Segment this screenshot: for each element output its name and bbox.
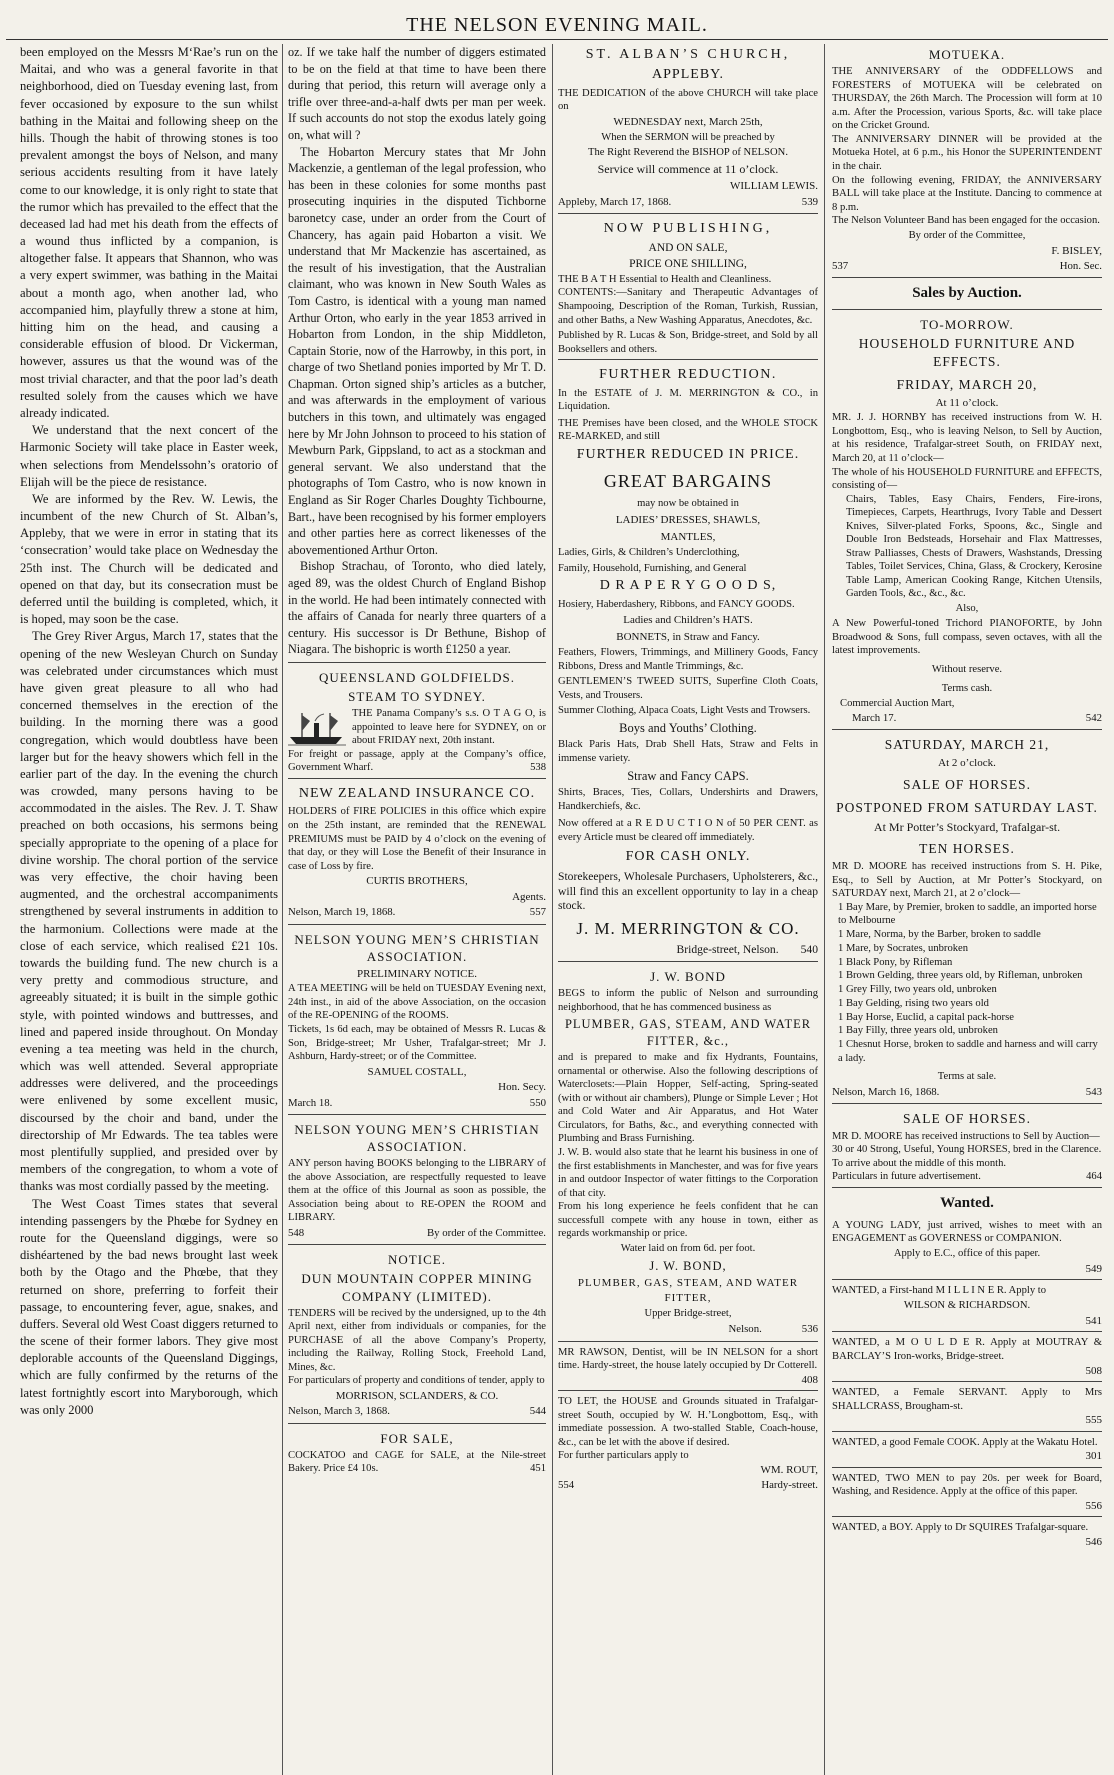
- ad-estate: In the ESTATE of J. M. MERRINGTON & CO., in Liquidation.: [558, 387, 818, 413]
- ad-number: 556: [1085, 1499, 1102, 1512]
- ad-signature: F. BISLEY,: [1051, 244, 1102, 257]
- ad-signature: WM. ROUT,: [760, 1463, 818, 1476]
- ad-cash-only: FOR CASH ONLY.: [625, 849, 751, 865]
- ad-reduced: FURTHER REDUCED IN PRICE.: [576, 446, 800, 462]
- ad-number: 555: [1085, 1414, 1102, 1427]
- ad-to-let: [558, 1390, 818, 1497]
- ad-number: 541: [1085, 1314, 1102, 1327]
- ad-date-row: Nelson. 536: [728, 1323, 818, 1336]
- ad-ymca-tea: [288, 924, 546, 1114]
- ad-storekeepers: Storekeepers, Wholesale Purchasers, Upholsterers, &c., will find this an excellent opportunity to lay in a cheap stock.: [558, 869, 818, 913]
- wanted-ad: [832, 1516, 1102, 1552]
- ad-body: TO LET, the HOUSE and Grounds situated in Trafalgar-street South, occupied by W. H.’Longbottom, Esq., with immediate possession. A two-stalled Stable, Coach-house, &c., can be let with the above if desired.: [558, 1396, 818, 1448]
- ad-sale-of-horses: [832, 729, 1102, 1103]
- ad-now-publishing: [558, 213, 818, 359]
- news-paragraph: We are informed by the Rev. W. Lewis, the incumbent of the new Church of St. Alban’s, Appleby, that we were in error in stating that its ‘consecration’ would take place on Wednesday the 25th inst. The Church will be dedicated and opened on that day, but its consecration must be deferred until the building is completed, which, it is hoped, may soon be the case.: [20, 491, 278, 627]
- ad-rawson: [558, 1341, 818, 1391]
- ad-subheading: AND ON SALE,: [648, 241, 728, 254]
- ad-footer: Published by R. Lucas & Son, Bridge-street, and Sold by all Booksellers and others.: [558, 330, 818, 355]
- column-rule: [282, 44, 283, 1775]
- ad-contents: CONTENTS:—Sanitary and Therapeutic Advantages of Shampooing, Description of the Roman, Turkish, Russian, and other Baths, a New Washing Apparatus, Anecdotes, &c.: [558, 287, 818, 326]
- horse-item: 1 Brown Gelding, three years old, by Rifleman, unbroken: [838, 970, 1083, 982]
- ad-heading: NOW PUBLISHING,: [603, 221, 773, 237]
- wanted-body: WANTED, a good Female COOK. Apply at the Wakatu Hotel.: [832, 1436, 1098, 1448]
- horse-item: 1 Chesnut Horse, broken to saddle and harness and will carry a lady.: [838, 1039, 1098, 1065]
- ad-tomorrow: TO-MORROW.: [920, 317, 1014, 333]
- ad-signature: J. W. BOND,: [649, 1258, 727, 1273]
- ad-number: 537: [832, 260, 849, 273]
- ad-signature-role: Agents.: [512, 890, 546, 903]
- ad-also: Also,: [955, 603, 979, 615]
- ad-number: 538: [530, 762, 546, 774]
- ad-heading: QUEENSLAND GOLDFIELDS.: [318, 669, 516, 685]
- horse-item: 1 Mare, by Socrates, unbroken: [838, 942, 969, 954]
- ad-mart: Commercial Auction Mart,: [840, 697, 955, 709]
- wanted-body-2: Apply to E.C., office of this paper.: [893, 1247, 1041, 1259]
- ad-line: Water laid on from 6d. per foot.: [620, 1242, 756, 1254]
- column-1: [20, 44, 278, 1775]
- ad-terms: Terms cash.: [941, 682, 993, 694]
- ad-time: At 2 o’clock.: [938, 757, 996, 770]
- ad-body: 30 or 40 Strong, Useful, Young HORSES, bred in the Clarence.: [832, 1144, 1102, 1156]
- merrington-item: BONNETS, in Straw and Fancy.: [616, 630, 760, 643]
- ad-body: On the following evening, FRIDAY, the ANNIVERSARY BALL will take place at the Institute. Dancing to commence at 8 p.m.: [832, 174, 1102, 213]
- ad-heading: ST. ALBAN’S CHURCH,: [585, 47, 791, 62]
- merrington-item: Family, Household, Furnishing, and General: [558, 562, 747, 574]
- ad-date-row: Nelson, March 16, 1868. 543: [832, 1085, 1102, 1098]
- ad-subheading: PRICE ONE SHILLING,: [629, 257, 747, 270]
- ad-body: Tickets, 1s 6d each, may be obtained of Messrs R. Lucas & Son, Bridge-street; Mr Usher, Trafalgar-street; Mr J. Ashburn, Hardy-street; or of the Committee.: [288, 1023, 546, 1063]
- horse-item: 1 Black Pony, by Rifleman: [838, 956, 953, 968]
- ad-signature: MORRISON, SCLANDERS, & CO.: [335, 1389, 499, 1402]
- ad-body: MR. J. J. HORNBY has received instructions from W. H. Longbottom, Esq., who is leaving Nelson, to Sell by Auction, at his residence, Trafalgar-street South, on FRIDAY next, March 20, at 11 o’clock—: [832, 412, 1102, 464]
- ad-queensland: [288, 662, 546, 778]
- ad-body: THE ANNIVERSARY of the ODDFELLOWS and FORESTERS of MOTUEKA will be celebrated on THURSDAY, the 26th March. The Procession will form at 10 a.m. After the Procession, various Sports, &c. will take place on the Cricket Ground.: [832, 66, 1102, 132]
- ad-signature: WILLIAM LEWIS.: [730, 180, 818, 193]
- ad-body: A TEA MEETING will be held on TUESDAY Evening next, 24th inst., in aid of the above Association, on the occasion of the RE-OPENING of the ROOMS.: [288, 983, 546, 1022]
- ad-subheading: STEAM TO SYDNEY.: [348, 689, 486, 705]
- ad-order: By order of the Committee,: [908, 229, 1026, 241]
- ad-line: Service will commence at 11 o’clock.: [597, 162, 779, 177]
- wanted-ad: [832, 1331, 1102, 1381]
- ad-number: 544: [529, 1405, 546, 1418]
- ad-number: 550: [529, 1096, 546, 1109]
- ad-body: To arrive about the middle of this month.: [832, 1157, 1007, 1169]
- ad-date-row: 548 By order of the Committee.: [288, 1226, 546, 1239]
- ad-merrington: [558, 359, 818, 961]
- ad-body: Particulars in future advertisement. 464: [832, 1171, 1102, 1183]
- wanted-body-2: WILSON & RICHARDSON.: [903, 1299, 1031, 1311]
- merrington-item: Black Paris Hats, Drab Shell Hats, Straw and Felts in immense variety.: [558, 739, 818, 764]
- merrington-item: D R A P E R Y G O O D S,: [599, 578, 777, 594]
- ad-heading: J. W. BOND: [650, 968, 726, 984]
- ad-date-row: Nelson, March 3, 1868. 544: [288, 1405, 546, 1418]
- ad-body: COCKATOO and CAGE for SALE, at the Nile-street Bakery. Price £4 10s. 451: [288, 1449, 546, 1475]
- ad-date-row: Bridge-street, Nelson. 540: [676, 942, 818, 956]
- ad-heading: FURTHER REDUCTION.: [599, 367, 777, 383]
- column-4: [832, 44, 1102, 1775]
- ad-reserve: Without reserve.: [931, 663, 1003, 675]
- news-paragraph: The Grey River Argus, March 17, states that the opening of the new Wesleyan Church on Sunday was celebrated under circumstances which must have given great pleasure to all who had concerned themselves in the erection of the building. In the morning there was a good congregation, which would doubtless have been larger but for the heavy showers which fell in the earlier part of the day. In the evening the church was crowded, many persons having to be accommodated in the aisles. The Rev. J. T. Shaw preached on both occasions, his sermons being specially appropriate to the opening of a place for divine worship. The choral portion of the service was very effective, the choir having been augmented, and the orchestral accompaniments strengthened by several instruments in addition to the harmonium. Collections were made at the close of each service, which realised £21 10s. towards the building fund. The new church is a very pretty and commodious structure, and agreeably situated; it is built in the simple gothic style, with pointed windows and buttresses, and lined and papered inside throughout. On Monday evening a tea meeting was held in the church, which was well attended. Several appropriate addresses were delivered, and the proceedings were enlivened by some excellent music, discoursed by the choir and band, under the directorship of Mr Edwards. The tea tables were most plentifully supplied, and presided over by members of the congregation, to whom a vote of thanks was most cordially passed by the meeting.: [20, 629, 278, 1194]
- ad-date: FRIDAY, MARCH 20,: [896, 377, 1038, 393]
- merrington-item: Boys and Youths’ Clothing.: [619, 720, 757, 735]
- horse-item: 1 Bay Gelding, rising two years old: [838, 997, 989, 1009]
- ad-number: 542: [1085, 712, 1102, 725]
- masthead: THE NELSON EVENING MAIL.: [6, 0, 1108, 40]
- ad-heading: NELSON YOUNG MEN’S CHRISTIAN ASSOCIATION.: [294, 931, 540, 964]
- column-3: [558, 44, 818, 1775]
- ad-signature-role: PLUMBER, GAS, STEAM, AND WATER FITTER,: [577, 1277, 799, 1304]
- news-paragraph: The Hobarton Mercury states that Mr John Mackenzie, a gentleman of the legal profession, who has been in these colonies for some months past prosecuting inquiries in the disputed Tichborne baronetcy case, under an order from the Court of Chancery, has again paid Hobarton a visit. We understand that Mr Mackenzie has ascertained, as the result of his investigation, that the Australian claimant, who was known in New South Wales as Tom Castro, is identical with a young man named Arthur Orton, who early in the year 1853 arrived in Hobarton from London, in the ship Middleton, Captain Storie, now of the Harrowby, in this port, in charge of two Shetland ponies imported by Mr T. D. Chapman. Orton signed ship’s articles as a butcher, and was afterwards in the employment of various butchers in this town, and ultimately was engaged here by Mr John Johnson to proceed to his station of Mewburn Park, Gippsland, to act as a stockman and general servant. We also understand that the photographs of Tom Castro, who is now known in England as Sir Roger Charles Doughty Tichbourne, Bart., have been recognised by his former employers and other parties here as correct likenesses of the abovementioned Arthur Orton.: [288, 144, 546, 557]
- wanted-body: WANTED, a M O U L D E R. Apply at MOUTRAY & BARCLAY’S Iron-works, Bridge-street.: [832, 1337, 1102, 1362]
- wanted-ad: [832, 1219, 1102, 1280]
- ad-ten-horses: TEN HORSES.: [919, 841, 1015, 857]
- horse-item-list: [832, 901, 1102, 1066]
- column-rule: [552, 44, 553, 1775]
- ad-address: Upper Bridge-street,: [644, 1308, 732, 1320]
- ad-heading: MOTUEKA.: [928, 47, 1006, 62]
- ad-date: SATURDAY, MARCH 21,: [884, 737, 1050, 753]
- wanted-ad: [832, 1381, 1102, 1431]
- column-rule: [824, 44, 825, 1775]
- ad-signature-role: Hon. Secy.: [498, 1081, 546, 1094]
- wanted-ad: [832, 1467, 1102, 1517]
- ad-heading: FOR SALE,: [380, 1430, 454, 1446]
- ad-body: For further particulars apply to: [558, 1450, 689, 1462]
- ad-line: When the SERMON will be preached by: [601, 131, 775, 143]
- ad-subheading: PRELIMINARY NOTICE.: [357, 967, 477, 980]
- ad-for-sale: [288, 1423, 546, 1479]
- ad-body: TENDERS will be recived by the undersigned, up to the 4th April next, either from individuals or companies, for the PURCHASE of all the above Company’s Property, including the Railway, Rolling Stock, Freehold Land, Mines, &c.: [288, 1307, 546, 1373]
- ad-number: 543: [1085, 1085, 1102, 1098]
- ad-piano: A New Powerful-toned Trichord PIANOFORTE, by John Broadwood & Sons, full compass, seven octaves, with all the latest improvements.: [832, 617, 1102, 657]
- steamship-icon: [288, 709, 346, 747]
- ad-line: may now be obtained in: [637, 498, 739, 510]
- ad-body: ANY person having BOOKS belonging to the LIBRARY of the above Association, are respectfully requested to leave them at the office of this Journal as soon as possible, the Association being about to RE-OPEN the ROOM and LIBRARY.: [288, 1158, 546, 1224]
- ad-heading: SALE OF HORSES.: [903, 776, 1031, 792]
- wanted-ad: [832, 1431, 1102, 1467]
- wanted-body: WANTED, a BOY. Apply to Dr SQUIRES Trafalgar-square.: [832, 1522, 1089, 1534]
- ad-number: 464: [1086, 1171, 1102, 1183]
- ad-time: At 11 o’clock.: [935, 396, 999, 409]
- news-paragraph: Bishop Strachau, of Toronto, who died lately, aged 89, was the oldest Church of England Bishop in the world. He had been intimately connected with the affairs of Canada for nearly three quarters of a century. His successor is Dr Bethune, Bishop of Niagara. The bishopric is worth £1250 a year.: [288, 559, 546, 657]
- columns: [6, 44, 1108, 1775]
- news-paragraph: been employed on the Messrs M‘Rae’s run on the Maitai, and who was a general favorite in that neighborhood, died on Tuesday evening last, from fever occasioned by exposure to the sun whilst bathing in the Maitai and following sheep on the hills. Though the habit of throwing stones is too prevalent amongst the boys of Nelson, and many serious accidents resulting from it have lately come to our knowledge, it is only right to state that the rumor which has prevailed to the effect that the deceased lad had met his death from the effects of a wound thus inflicted by a companion, is altogether false. It appears that Shannon, who was a very expert swimmer, was bathing in the Maitai about a month ago, when another lad, who accompanied him, playfully threw a stone at him, hitting him on the head, and causing a considerable effusion of blood. Dr Vickerman, however, assures us that the wound was of the most trivial character, and that the poor lad’s death resulted solely from the causes which we have already indicated.: [20, 45, 278, 420]
- ad-bargains: GREAT BARGAINS: [603, 471, 773, 492]
- merrington-item-list: [558, 513, 818, 813]
- ad-ymca-library: [288, 1114, 546, 1244]
- ad-line: The Right Reverend the BISHOP of NELSON.: [588, 146, 788, 158]
- ad-number: 451: [530, 1463, 546, 1475]
- ad-body: THE Panama Company’s s.s. O T A G O, is appointed to leave here for SYDNEY, on or about FRIDAY next, 20th instant.: [352, 708, 546, 747]
- ad-body: MR D. MOORE has received instructions from S. H. Pike, Esq., to Sell by Auction, at Mr Potter’s Stockyard, on SATURDAY next, March 21, at 2 o’clock—: [832, 860, 1102, 900]
- ad-signature: SAMUEL COSTALL,: [367, 1065, 467, 1078]
- horse-item: 1 Bay Mare, by Premier, broken to saddle, an imported horse to Melbourne: [838, 901, 1097, 927]
- ad-body: MR D. MOORE has received instructions to Sell by Auction—: [832, 1130, 1100, 1142]
- ad-number: 536: [801, 1323, 818, 1336]
- ad-body: The whole of his HOUSEHOLD FURNITURE and EFFECTS, consisting of—: [832, 466, 1102, 492]
- ad-body: The ANNIVERSARY DINNER will be provided at the Motueka Hotel, at 6 p.m., his Honor the SUPERINTENDENT in the chair.: [832, 133, 1102, 172]
- ad-firm-name: J. M. MERRINGTON & CO.: [576, 919, 800, 939]
- ad-st-albans: [558, 46, 818, 213]
- ad-number: 557: [529, 906, 546, 919]
- ad-offered: Now offered at a R E D U C T I O N of 50 PER CENT. as every Article must be cleared off immediately.: [558, 818, 818, 843]
- ad-household-furniture: [832, 309, 1102, 729]
- ad-heading: NOTICE.: [388, 1252, 446, 1268]
- wanted-body: WANTED, a Female SERVANT. Apply to Mrs SHALLCRASS, Brougham-st.: [832, 1387, 1102, 1412]
- ad-body: THE DEDICATION of the above CHURCH will take place on: [558, 87, 818, 113]
- merrington-item: Ladies, Girls, & Children’s Underclothing,: [558, 547, 740, 559]
- horse-item: 1 Mare, Norma, by the Barber, broken to saddle: [838, 929, 1041, 941]
- ad-number: 539: [801, 195, 818, 208]
- horse-item: 1 Bay Filly, three years old, unbroken: [838, 1025, 998, 1037]
- ad-postponed: POSTPONED FROM SATURDAY LAST.: [836, 799, 1098, 815]
- ad-heading: NELSON YOUNG MEN’S CHRISTIAN ASSOCIATION.: [294, 1121, 540, 1155]
- ad-trade: PLUMBER, GAS, STEAM, AND WATER FITTER, &c.,: [564, 1017, 812, 1048]
- ad-body: THE B A T H Essential to Health and Cleanliness.: [558, 273, 772, 285]
- ad-date-row: 554 Hardy-street.: [558, 1479, 818, 1492]
- ad-date-row: March 18. 550: [288, 1096, 546, 1109]
- merrington-item: LADIES’ DRESSES, SHAWLS,: [615, 514, 761, 527]
- horse-item: 1 Bay Horse, Euclid, a capital pack-horse: [838, 1011, 1014, 1023]
- ad-place: At Mr Potter’s Stockyard, Trafalgar-st.: [873, 820, 1061, 835]
- ad-line: WEDNESDAY next, March 25th,: [613, 116, 763, 129]
- ad-body: J. W. B. would also state that he learnt his business in one of the first establishments in Manchester, and was for five years in and outdoor Inspector of water fittings to the Corporation of that city.: [558, 1146, 818, 1199]
- ad-body: and is prepared to make and fix Hydrants, Fountains, ornamental or otherwise. Also the following descriptions of Waterclosets:—Plain Hopper, Self-acting, Spring-seated (with or without air chambers), Plunge or Simple Lever ; Hot and Cold Water and Air Apparatus, and Hot Water Circulators, for Baths, &c., and everything connected with Plumbing and Brass Furnishing.: [558, 1052, 818, 1145]
- ad-date-row: Appleby, March 17, 1868. 539: [558, 195, 818, 208]
- wanted-ad: [832, 1279, 1102, 1331]
- ad-number: 301: [1085, 1450, 1102, 1463]
- ad-number: 540: [800, 942, 818, 956]
- wanted-section: [832, 1187, 1102, 1219]
- ad-body: The Nelson Volunteer Band has been engaged for the occasion.: [832, 215, 1100, 227]
- ad-notice-dun-mountain: [288, 1244, 546, 1423]
- merrington-item: Straw and Fancy CAPS.: [627, 768, 749, 783]
- ad-subheading: APPLEBY.: [652, 67, 724, 83]
- merrington-item: GENTLEMEN’S TWEED SUITS, Superfine Cloth Coats, Vests, and Trousers.: [558, 676, 818, 701]
- ad-nz-insurance: [288, 778, 546, 923]
- ad-number: 554: [558, 1479, 575, 1492]
- ad-date-row: 537 Hon. Sec.: [832, 260, 1102, 273]
- ad-body: For particulars of property and conditions of tender, apply to: [288, 1375, 545, 1387]
- ad-number: 549: [1085, 1262, 1102, 1275]
- sales-by-auction-section: [832, 277, 1102, 309]
- merrington-item: Ladies and Children’s HATS.: [623, 614, 753, 627]
- ad-subheading: DUN MOUNTAIN COPPER MINING COMPANY (LIMITED).: [301, 1271, 533, 1304]
- wanted-body: WANTED, TWO MEN to pay 20s. per week for Board, Washing, and Residence. Apply at the office of this paper.: [832, 1472, 1102, 1498]
- merrington-item: Summer Clothing, Alpaca Coats, Light Vests and Trowsers.: [558, 705, 811, 717]
- ad-number: 408: [801, 1373, 818, 1386]
- wanted-list: [832, 1219, 1102, 1553]
- section-heading: Sales by Auction.: [912, 285, 1022, 302]
- news-paragraph: We understand that the next concert of the Harmonic Society will take place in Easter week, when selections from Mendelssohn’s oratorio of Elijah will be the piece de resistance.: [20, 423, 278, 489]
- merrington-item: Shirts, Braces, Ties, Collars, Undershirts and Drawers, Handkerchiefs, &c.: [558, 787, 818, 812]
- ad-motueka: [832, 46, 1102, 277]
- news-paragraph: The West Coast Times states that several intending passengers by the Phœbe for Sydney en route for the Queensland diggings, were so dishéartened by the bad news brought last week both by the Otago and the Phœbe, that they returned on shore, preferring to forfeit their passage, to encountering fever, ague, snakes, and duffers. Several old West Coast diggers returned to the scene of their former labors. They give most deplorable accounts of the Queensland Diggings, which are fully confirmed by the returns of the latest fortnightly escort into Maryborough, which was only 2000: [20, 1196, 278, 1417]
- ad-heading: HOUSEHOLD FURNITURE AND EFFECTS.: [858, 336, 1076, 370]
- horse-item: 1 Grey Filly, two years old, unbroken: [838, 984, 997, 996]
- ad-body: MR RAWSON, Dentist, will be IN NELSON for a short time. Hardy-street, the house lately occupied by Dr Cotterell.: [558, 1346, 818, 1372]
- merrington-item: Hosiery, Haberdashery, Ribbons, and FANCY GOODS.: [558, 598, 795, 610]
- news-paragraph: oz. If we take half the number of diggers estimated to be on the field at that time to have been there during that period, this return will average only a trifle over three-and-a-half dwts per man per week. If such accounts do not stop the exodus lately going on, what will ?: [288, 45, 546, 142]
- wanted-body: A YOUNG LADY, just arrived, wishes to meet with an ENGAGEMENT as GOVERNESS or COMPANION.: [832, 1219, 1102, 1245]
- ad-date-row: Nelson, March 19, 1868. 557: [288, 906, 546, 919]
- column-2: [288, 44, 546, 1775]
- section-heading: Wanted.: [940, 1195, 994, 1211]
- ad-body: BEGS to inform the public of Nelson and surrounding neighborhood, that he has commenced business as: [558, 988, 818, 1013]
- ad-number: 548: [288, 1226, 305, 1239]
- ad-terms: Terms at sale.: [937, 1070, 997, 1082]
- merrington-item: MANTLES,: [660, 530, 716, 543]
- ad-jw-bond: [558, 961, 818, 1341]
- ad-number: 508: [1085, 1364, 1102, 1377]
- ad-footer: For freight or passage, apply at the Company’s office, Government Wharf. 538: [288, 748, 546, 774]
- ad-body: HOLDERS of FIRE POLICIES in this office which expire on the 25th instant, are reminded that the RENEWAL PREMIUMS must be PAID by 4 o’clock on the evening of that day, or they will Lose the Benefit of their Insurance in case of Loss by fire.: [288, 806, 546, 872]
- ad-date-row: March 17. 542: [852, 712, 1102, 725]
- ad-body: From his long experience he feels confident that he can successfull compete with any house in town, either as regards workmanship or price.: [558, 1201, 818, 1240]
- ad-body: THE Premises have been closed, and the WHOLE STOCK RE-MARKED, and still: [558, 417, 818, 443]
- wanted-body: WANTED, a First-hand M I L L I N E R. Apply to: [832, 1285, 1047, 1297]
- ad-number: 546: [1085, 1535, 1102, 1548]
- ad-heading: SALE OF HORSES.: [903, 1111, 1031, 1126]
- merrington-item: Feathers, Flowers, Trimmings, and Millinery Goods, Fancy Ribbons, Dress and Mantle Trimmings, &c.: [558, 647, 818, 672]
- ad-heading: NEW ZEALAND INSURANCE CO.: [298, 786, 536, 802]
- ad-items: Chairs, Tables, Easy Chairs, Fenders, Fire-irons, Timepieces, Carpets, Hearthrugs, Ivory Table and Dessert Knives, Silver-plated Forks, Spoons, &c., Single and Double Iron Bedsteads, Horsehair and Flax Mattresses, Straw Palliasses, Chests of Drawers, Washstands, Dressing Tables, Toilet Services, China, Glass, & Crockery, Kerosine Table Lamp, American Cooking Range, Kitchen Utensils, Garden Tools, &c., &c., &c.: [846, 493, 1102, 600]
- ad-signature: CURTIS BROTHERS,: [366, 875, 468, 888]
- ad-sale-of-horses-2: [832, 1103, 1102, 1187]
